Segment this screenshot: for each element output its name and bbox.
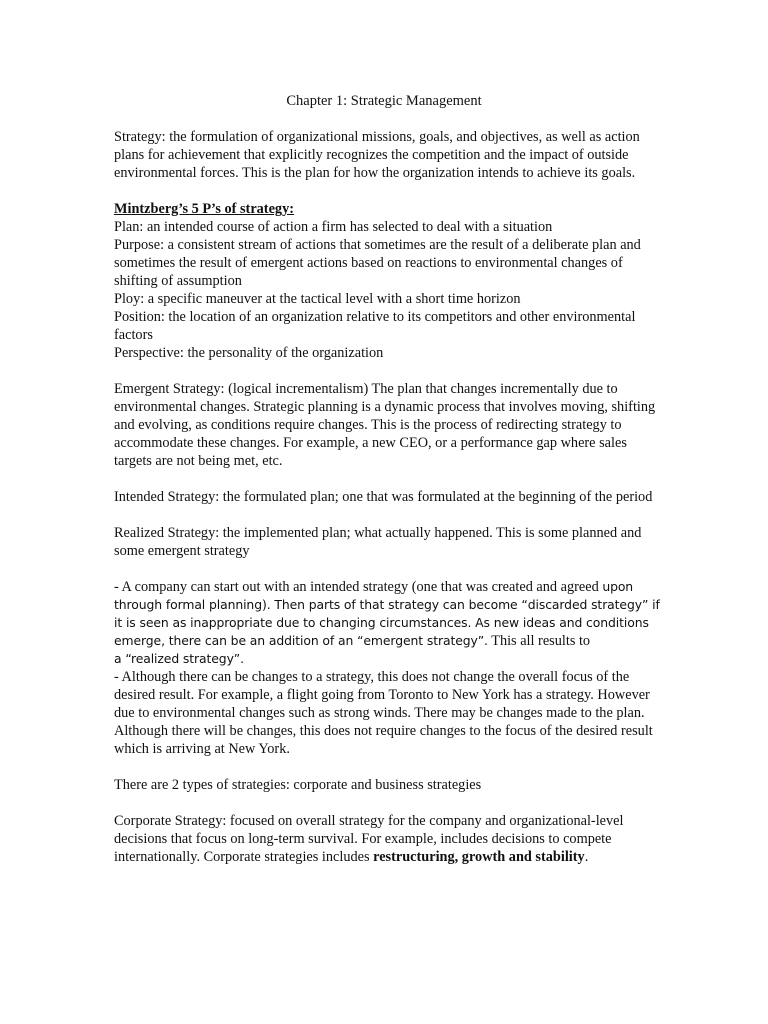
strategy-definition: Strategy: the formulation of organizational missions, goals, and objectives, as well as action plans for achievement that explicitly recognizes the competition and the impact of outside environmental forces. This is the plan for how the organization intends to achieve its goals. [114,129,640,181]
five-ps-item-perspective: Perspective: the personality of the organization [114,345,384,361]
corporate-strategy-bold: restructuring, growth and stability [373,849,585,865]
company-note-paragraph [114,578,660,668]
intended-strategy-paragraph: Intended Strategy: the formulated plan; one that was formulated at the beginning of the period [114,489,653,505]
corporate-strategy-paragraph [114,812,660,866]
five-ps-item-ploy: Ploy: a specific maneuver at the tactical level with a short time horizon [114,291,521,307]
five-ps-item-plan: Plan: an intended course of action a firm has selected to deal with a situation [114,219,553,235]
five-ps-section [114,200,660,362]
company-note-part1: - A company can start out with an intended strategy (one that was created and agreed [114,579,603,595]
document-body [114,128,660,866]
realized-strategy-paragraph: Realized Strategy: the implemented plan; what actually happened. This is some planned and some emergent strategy [114,525,642,559]
corporate-strategy-end: . [584,849,589,865]
types-note-paragraph: There are 2 types of strategies: corporate and business strategies [114,777,482,793]
company-note-part3: This all results to [487,633,591,649]
page-title: Chapter 1: Strategic Management [286,93,482,109]
emergent-strategy-paragraph: Emergent Strategy: (logical incrementalism) The plan that changes incrementally due to environmental changes. Strategic planning is a dynamic process that involves moving, shifting and evolving, as conditions require changes. This is the process of redirecting strategy to accommodate these changes. For example, a new CEO, or a performance gap where sales targets are not being met, etc. [114,381,656,469]
corporate-strategy-text: Corporate Strategy: focused on overall strategy for the company and organizational-level decisions that focus on long-term survival. For example, includes decisions to compete internationally. Corporate strategies includes [114,813,624,865]
company-note-part4: a “realized strategy”. [114,651,244,666]
five-ps-item-position: Position: the location of an organization relative to its competitors and other environmental factors [114,309,636,343]
company-note-part2: upon through formal planning). Then parts of that strategy can become “discarded strategy” if it is seen as inappropriate due to changing circumstances. As new ideas and conditions emerge, there can be an addition of an “emergent strategy”. [114,579,660,648]
five-ps-item-purpose: Purpose: a consistent stream of actions that sometimes are the result of a deliberate plan and sometimes the result of emergent actions based on reactions to environmental changes of shifting of assumption [114,237,641,289]
five-ps-heading: Mintzberg’s 5 P’s of strategy: [114,201,294,217]
changes-note-paragraph: - Although there can be changes to a strategy, this does not change the overall focus of the desired result. For example, a flight going from Toronto to New York has a strategy. However due to environmental changes such as strong winds. There may be changes made to the plan. Although there will be changes, this does not require changes to the focus of the desired result which is arriving at New York. [114,669,653,757]
